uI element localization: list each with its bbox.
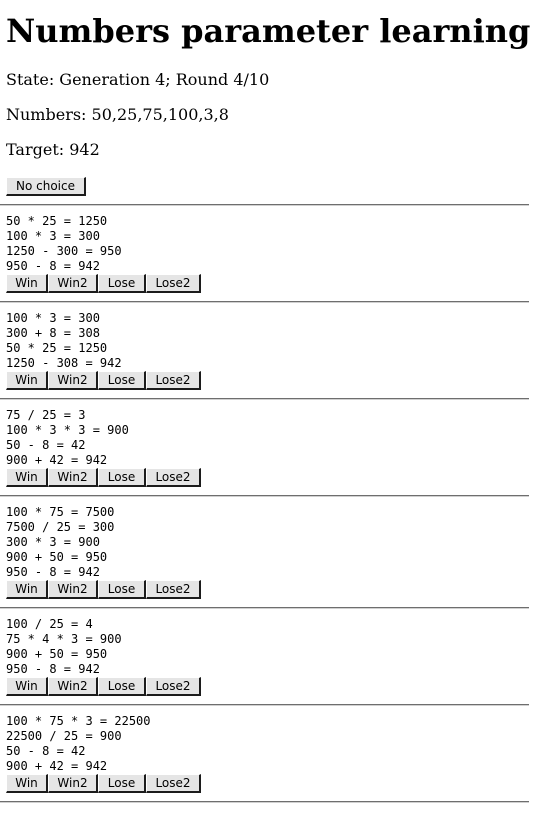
solution-step: 950 - 8 = 942	[6, 662, 100, 676]
lose2-button[interactable]: Lose2	[146, 274, 201, 293]
vote-buttons	[6, 468, 529, 487]
vote-buttons	[6, 774, 529, 793]
solution-step: 75 / 25 = 3	[6, 408, 86, 422]
lose2-button[interactable]: Lose2	[146, 774, 201, 793]
solution-step: 950 - 8 = 942	[6, 259, 100, 273]
solution-step: 900 + 50 = 950	[6, 647, 108, 661]
win-button[interactable]: Win	[6, 580, 48, 599]
page-content	[0, 12, 535, 803]
lose-button[interactable]: Lose	[98, 371, 146, 390]
solution-step: 300 + 8 = 308	[6, 326, 100, 340]
solution-block	[6, 505, 529, 599]
solution-step: 50 - 8 = 42	[6, 744, 86, 758]
solution-step: 100 / 25 = 4	[6, 617, 93, 631]
solution-step: 100 * 3 = 300	[6, 311, 100, 325]
vote-buttons	[6, 677, 529, 696]
solution-step: 100 * 75 * 3 = 22500	[6, 714, 151, 728]
solution-step: 900 + 42 = 942	[6, 759, 108, 773]
solution-step: 100 * 3 = 300	[6, 229, 100, 243]
win2-button[interactable]: Win2	[48, 580, 98, 599]
vote-buttons	[6, 371, 529, 390]
divider	[0, 204, 529, 206]
page-title: Numbers parameter learning	[6, 12, 531, 50]
lose-button[interactable]: Lose	[98, 468, 146, 487]
win-button[interactable]: Win	[6, 468, 48, 487]
solution-block	[6, 617, 529, 696]
solution-step: 100 * 75 = 7500	[6, 505, 115, 519]
lose2-button[interactable]: Lose2	[146, 677, 201, 696]
win2-button[interactable]: Win2	[48, 677, 98, 696]
lose-button[interactable]: Lose	[98, 274, 146, 293]
solution-step: 50 - 8 = 42	[6, 438, 86, 452]
divider	[0, 704, 529, 706]
vote-buttons	[6, 274, 529, 293]
win2-button[interactable]: Win2	[48, 274, 98, 293]
solution-step: 50 * 25 = 1250	[6, 214, 108, 228]
win2-button[interactable]: Win2	[48, 774, 98, 793]
lose-button[interactable]: Lose	[98, 677, 146, 696]
solution-block	[6, 311, 529, 390]
solution-block	[6, 408, 529, 487]
state-text: State: Generation 4; Round 4/10	[6, 70, 270, 89]
solution-step: 22500 / 25 = 900	[6, 729, 122, 743]
lose-button[interactable]: Lose	[98, 580, 146, 599]
no-choice-button[interactable]: No choice	[6, 177, 86, 196]
divider	[0, 607, 529, 609]
win2-button[interactable]: Win2	[48, 371, 98, 390]
win-button[interactable]: Win	[6, 274, 48, 293]
lose-button[interactable]: Lose	[98, 774, 146, 793]
solution-block	[6, 714, 529, 793]
target-text: Target: 942	[6, 140, 100, 159]
win2-button[interactable]: Win2	[48, 468, 98, 487]
win-button[interactable]: Win	[6, 774, 48, 793]
divider	[0, 398, 529, 400]
divider	[0, 495, 529, 497]
divider	[0, 301, 529, 303]
solution-block	[6, 214, 529, 293]
win-button[interactable]: Win	[6, 371, 48, 390]
numbers-text: Numbers: 50,25,75,100,3,8	[6, 105, 229, 124]
solution-step: 900 + 42 = 942	[6, 453, 108, 467]
solution-step: 75 * 4 * 3 = 900	[6, 632, 122, 646]
solution-step: 300 * 3 = 900	[6, 535, 100, 549]
solution-step: 50 * 25 = 1250	[6, 341, 108, 355]
solution-step: 100 * 3 * 3 = 900	[6, 423, 129, 437]
lose2-button[interactable]: Lose2	[146, 580, 201, 599]
solutions-list	[6, 214, 529, 803]
lose2-button[interactable]: Lose2	[146, 468, 201, 487]
solution-step: 1250 - 300 = 950	[6, 244, 122, 258]
lose2-button[interactable]: Lose2	[146, 371, 201, 390]
solution-step: 7500 / 25 = 300	[6, 520, 115, 534]
vote-buttons	[6, 580, 529, 599]
solution-step: 1250 - 308 = 942	[6, 356, 122, 370]
win-button[interactable]: Win	[6, 677, 48, 696]
solution-step: 900 + 50 = 950	[6, 550, 108, 564]
solution-step: 950 - 8 = 942	[6, 565, 100, 579]
divider	[0, 801, 529, 803]
